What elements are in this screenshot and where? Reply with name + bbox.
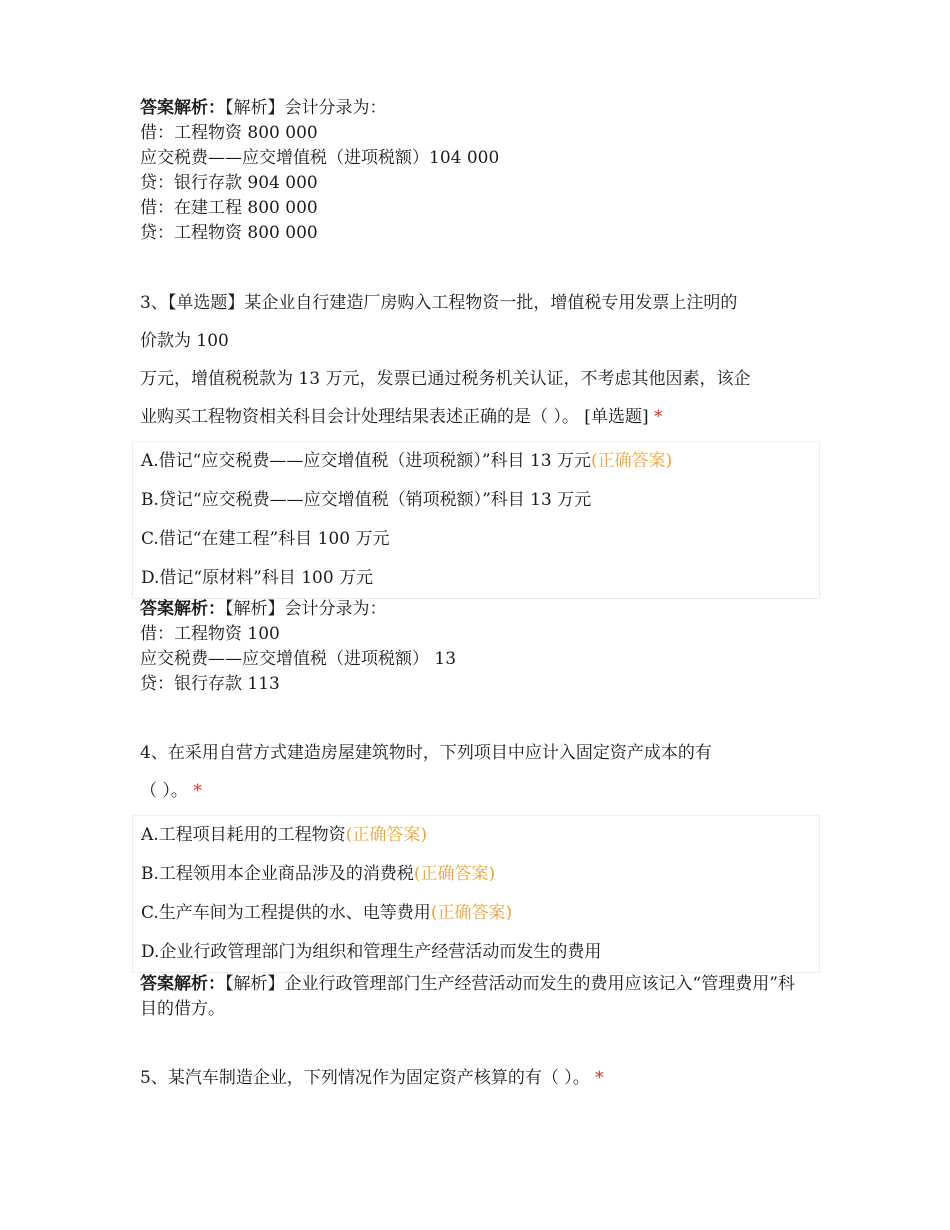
answer-analysis-3 — [140, 597, 810, 697]
answer-analysis-4 — [140, 972, 810, 1022]
analysis-label: 答案解析： — [140, 599, 225, 619]
option-a[interactable] — [133, 442, 819, 481]
question-line: 5、某汽车制造企业，下列情况作为固定资产核算的有（ ）。 — [140, 1068, 590, 1088]
correct-answer-mark: (正确答案) — [413, 864, 496, 884]
analysis-text: 【解析】企业行政管理部门生产经营活动而发生的费用应该记入“管理费用”科目的借方。 — [140, 974, 795, 1019]
analysis-line: 【解析】会计分录为： — [225, 98, 387, 118]
question-3-options — [132, 441, 820, 599]
option-text: C.生产车间为工程提供的水、电等费用 — [141, 903, 431, 923]
question-line: 业购买工程物资相关科目会计处理结果表述正确的是（ ）。 [单选题] — [140, 407, 649, 427]
analysis-line: 借：在建工程 800 000 — [140, 198, 318, 218]
option-text: B.贷记“应交税费——应交增值税（销项税额）”科目 13 万元 — [141, 490, 592, 510]
analysis-line: 贷：银行存款 904 000 — [140, 173, 318, 193]
question-line: （ ）。 — [140, 781, 188, 801]
option-text: A.借记“应交税费——应交增值税（进项税额）”科目 13 万元 — [141, 451, 592, 471]
required-star: * — [595, 1068, 604, 1088]
analysis-line: 【解析】会计分录为： — [225, 599, 387, 619]
required-star: * — [653, 407, 663, 427]
analysis-line: 应交税费——应交增值税（进项税额）104 000 — [140, 148, 500, 168]
analysis-label: 答案解析： — [140, 98, 225, 118]
question-4-stem — [140, 734, 810, 810]
analysis-line: 贷：工程物资 800 000 — [140, 223, 318, 243]
question-3-stem — [140, 284, 810, 436]
required-star: * — [193, 781, 202, 801]
option-b[interactable] — [133, 855, 819, 894]
correct-answer-mark: (正确答案) — [345, 825, 427, 845]
correct-answer-mark: (正确答案) — [591, 451, 673, 471]
option-d[interactable] — [133, 933, 819, 972]
option-text: D.企业行政管理部门为组织和管理生产经营活动而发生的费用 — [141, 942, 602, 962]
option-text: B.工程领用本企业商品涉及的消费税 — [141, 864, 414, 884]
answer-analysis-1 — [140, 96, 810, 246]
option-text: C.借记“在建工程”科目 100 万元 — [141, 529, 390, 549]
option-d[interactable] — [133, 559, 819, 598]
correct-answer-mark: (正确答案) — [430, 903, 513, 923]
analysis-label: 答案解析： — [140, 974, 225, 994]
question-4-options — [132, 815, 820, 973]
question-line: 3、【单选题】某企业自行建造厂房购入工程物资一批，增值税专用发票上注明的 — [140, 293, 738, 313]
option-b[interactable] — [133, 481, 819, 520]
question-line: 4、在采用自营方式建造房屋建筑物时，下列项目中应计入固定资产成本的有 — [140, 743, 712, 763]
option-text: A.工程项目耗用的工程物资 — [141, 825, 346, 845]
option-c[interactable] — [133, 894, 819, 933]
analysis-line: 贷：银行存款 113 — [140, 674, 280, 694]
analysis-line: 应交税费——应交增值税（进项税额） 13 — [140, 649, 457, 669]
question-line: 价款为 100 — [140, 331, 229, 351]
option-text: D.借记“原材料”科目 100 万元 — [141, 568, 374, 588]
question-5-stem — [140, 1059, 810, 1097]
analysis-line: 借：工程物资 800 000 — [140, 123, 318, 143]
question-line: 万元，增值税税款为 13 万元，发票已通过税务机关认证，不考虑其他因素，该企 — [140, 369, 751, 389]
analysis-line: 借：工程物资 100 — [140, 624, 280, 644]
option-a[interactable] — [133, 816, 819, 855]
option-c[interactable] — [133, 520, 819, 559]
